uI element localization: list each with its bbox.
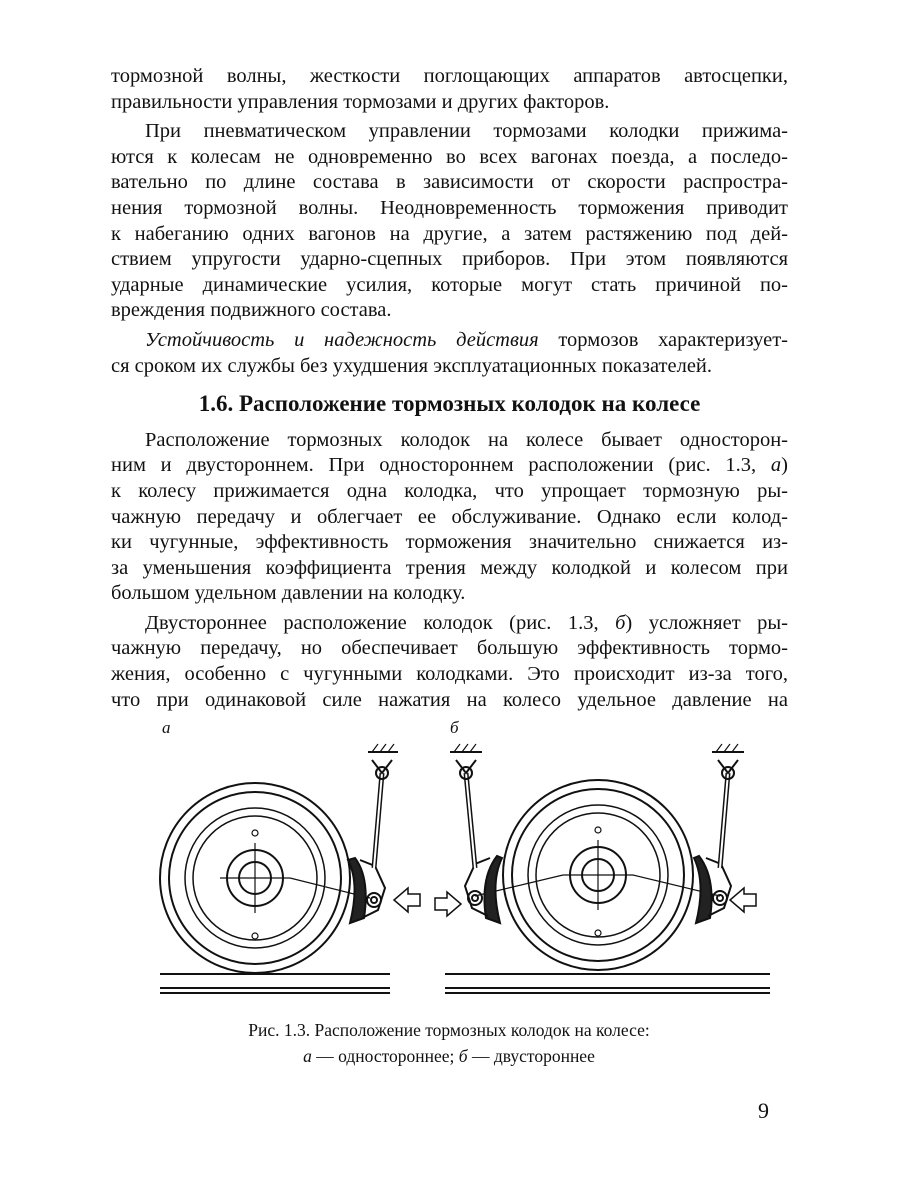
text-line: чажную передачу и облегчает ее обслуживание. Однако если колод-: [111, 505, 788, 528]
force-arrow-b-left: [435, 892, 461, 916]
text-line: к колесу прижимается одна колодка, что упрощает тормозную ры-: [111, 479, 788, 502]
figure-ref-b: б: [615, 611, 626, 634]
text-fragment: тормозов характеризует-: [538, 328, 789, 351]
caption-title: Рис. 1.3. Расположение тормозных колодок на колесе:: [248, 1020, 650, 1040]
hanger-b-right: [712, 744, 744, 868]
section-heading: 1.6. Расположение тормозных колодок на колесе: [198, 391, 701, 417]
page-number: 9: [758, 1098, 769, 1123]
text-line: вательно по длине состава в зависимости от скорости распростра-: [111, 171, 788, 194]
text-fragment: ): [781, 454, 788, 477]
text-line: [111, 328, 788, 354]
brake-shoe-b-right: [694, 856, 731, 923]
text-line: вреждения подвижного состава.: [111, 299, 392, 322]
rail-a: [160, 974, 390, 993]
hanger-b-left: [450, 744, 482, 868]
wheel-a: [160, 783, 370, 973]
caption-a-label: а: [303, 1046, 312, 1066]
figure-brake-shoes: [150, 718, 770, 1008]
figure-caption: [0, 1017, 898, 1069]
force-arrow-b-right: [730, 888, 756, 912]
wheel-b: [475, 780, 720, 970]
force-arrow-a: [394, 888, 420, 912]
text-line: При пневматическом управлении тормозами колодки прижима-: [145, 120, 788, 143]
caption-a-text: — одностороннее;: [311, 1046, 459, 1066]
caption-b-label: б: [458, 1046, 468, 1066]
paragraph-4: [111, 428, 788, 607]
text-line: большом удельном давлении на колодку.: [111, 582, 466, 605]
text-line: жения, особенно с чугунными колодками. Это происходит из-за того,: [111, 663, 788, 686]
caption-legend: [0, 1043, 898, 1069]
text-line: чажную передачу, но обеспечивает большую эффективность тормо-: [111, 637, 788, 660]
text-line: Расположение тормозных колодок на колесе бывает односторон-: [145, 428, 788, 451]
paragraph-1: [111, 64, 788, 115]
text-fragment: ним и двустороннем. При одностороннем расположении (рис. 1.3,: [111, 454, 771, 477]
text-line: [111, 611, 788, 637]
caption-b-text: — двустороннее: [467, 1046, 595, 1066]
figure-drawing: [150, 718, 770, 1008]
text-line: нения тормозной волны. Неодновременность торможения приводит: [111, 196, 788, 219]
paragraph-2: [111, 119, 788, 324]
body-text: [111, 64, 788, 717]
figure-label-a: а: [162, 718, 171, 737]
text-line: что при одинаковой силе нажатия на колесо удельное давление на: [111, 688, 788, 711]
paragraph-5: [111, 611, 788, 713]
hanger-a: [368, 744, 398, 868]
text-line: ки чугунные, эффективность торможения значительно снижается из-: [111, 531, 788, 554]
text-fragment: Двустороннее расположение колодок (рис. 1.3,: [145, 611, 616, 634]
text-line: тормозной волны, жесткости поглощающих аппаратов автосцепки,: [111, 65, 788, 87]
italic-term: Устойчивость и надежность действия: [145, 328, 539, 351]
brake-shoe-a: [348, 858, 385, 923]
text-line: к набеганию одних вагонов на другие, а затем растяжению под дей-: [111, 222, 788, 245]
figure-label-b: б: [450, 718, 459, 737]
text-line: за уменьшения коэффициента трения между колодкой и колесом при: [111, 556, 788, 579]
text-line: ся сроком их службы без ухудшения эксплуатационных показателей.: [111, 354, 713, 377]
text-line: ударные динамические усилия, которые могут стать причиной по-: [111, 273, 788, 296]
brake-shoe-b-left: [465, 856, 502, 923]
figure-ref-a: а: [770, 454, 782, 477]
paragraph-3: [111, 328, 788, 379]
text-line: ствием упругости ударно-сцепных приборов. При этом появляются: [111, 248, 788, 271]
text-fragment: ) усложняет ры-: [625, 611, 788, 634]
text-line: правильности управления тормозами и других факторов.: [111, 90, 610, 113]
text-line: [111, 453, 788, 479]
rail-b: [445, 974, 770, 993]
text-line: ются к колесам не одновременно во всех вагонах поезда, а последо-: [111, 145, 788, 168]
